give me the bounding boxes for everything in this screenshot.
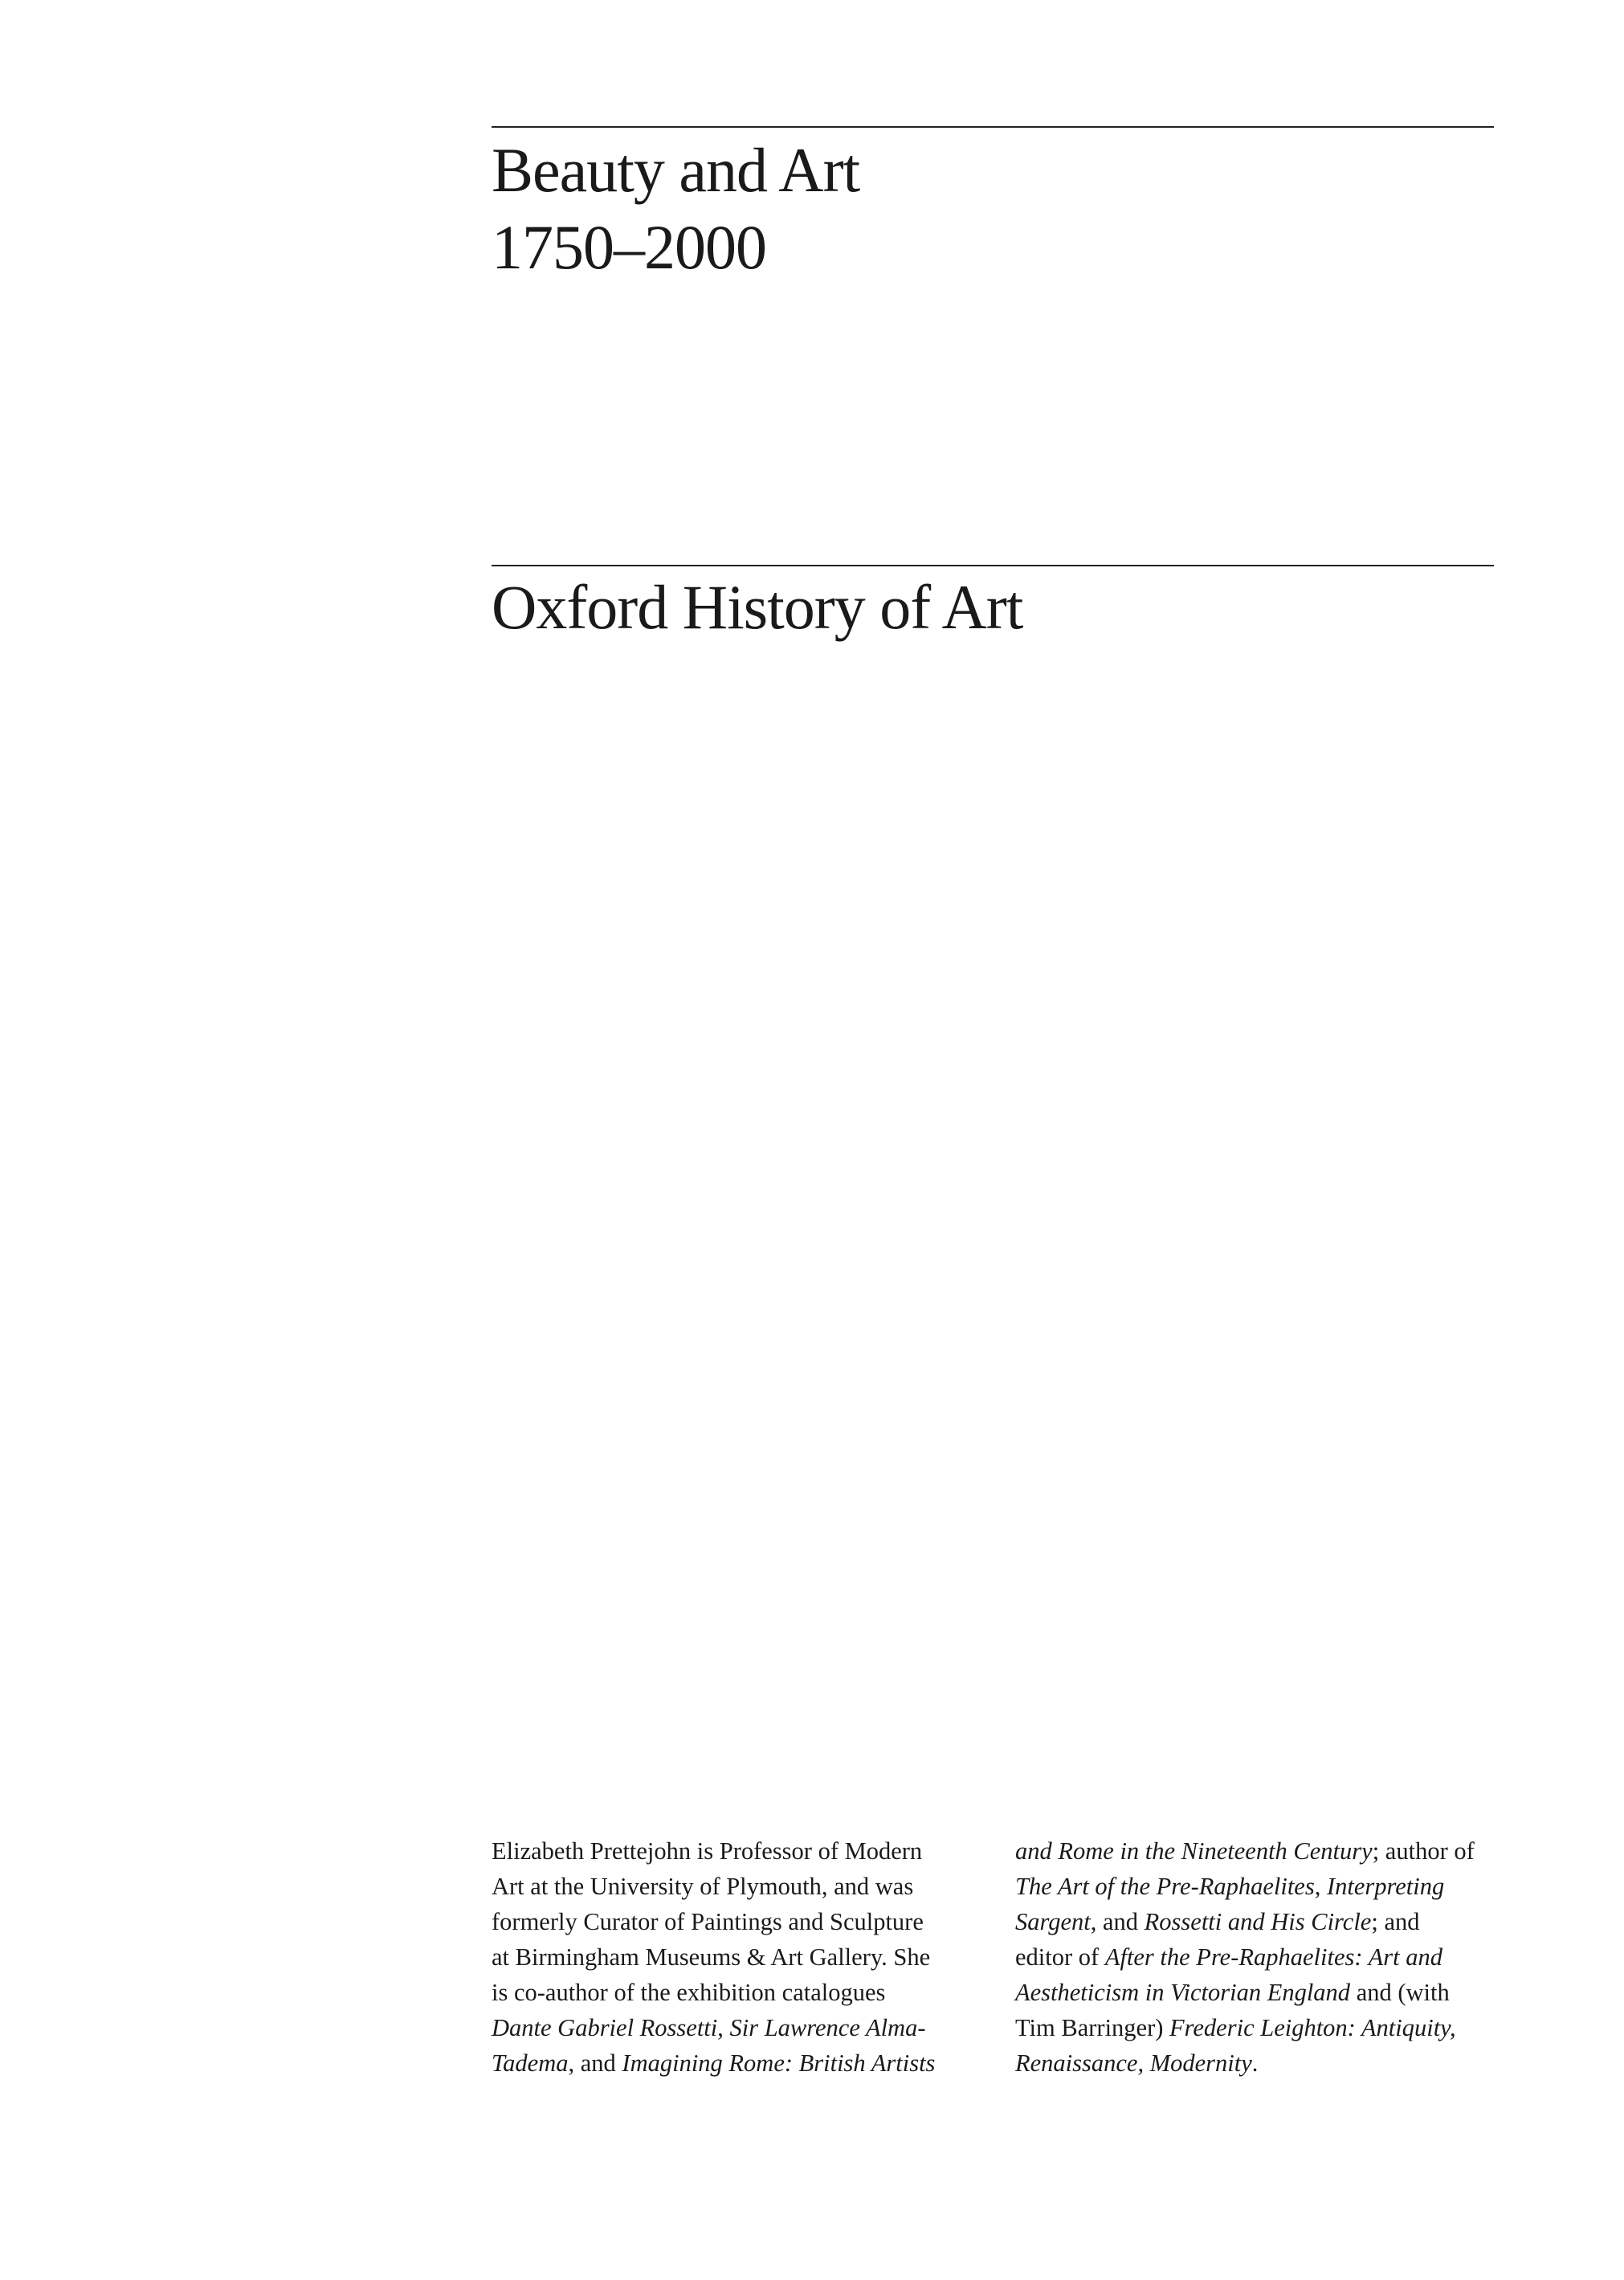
- bio-text: ; author of: [1372, 1837, 1475, 1865]
- bio-title-italic: Rossetti and His Circle: [1144, 1908, 1372, 1935]
- bio-line: [1015, 1975, 1497, 2010]
- series-rule: [492, 565, 1494, 566]
- bio-title-italic: Sir Lawrence Alma-: [729, 2014, 926, 2041]
- bio-text: .: [1251, 2049, 1259, 2077]
- bio-line: [492, 1833, 973, 1869]
- bio-title-italic: After the Pre-Raphaelites: Art and: [1104, 1943, 1442, 1971]
- bio-text: ,: [717, 2014, 730, 2041]
- bio-line: [1015, 2045, 1497, 2081]
- book-title-main: Beauty and Art: [492, 135, 860, 205]
- bio-text: formerly Curator of Paintings and Sculpture: [492, 1908, 924, 1935]
- bio-line: [1015, 1833, 1497, 1869]
- bio-text: Elizabeth Prettejohn is Professor of Modern: [492, 1837, 923, 1865]
- bio-title-italic: Interpreting: [1326, 1873, 1445, 1900]
- bio-line: [492, 2045, 973, 2081]
- bio-text: , and: [568, 2049, 622, 2077]
- bio-title-italic: Tadema: [492, 2049, 569, 2077]
- bio-line: [492, 1939, 973, 1975]
- book-title-dates: 1750–2000: [492, 212, 766, 282]
- bio-title-italic: The Art of the Pre-Raphaelites: [1015, 1873, 1315, 1900]
- bio-text: ; and: [1371, 1908, 1420, 1935]
- bio-line: [492, 1869, 973, 1904]
- bio-text: and (with: [1350, 1979, 1450, 2006]
- bio-title-italic: Renaissance, Modernity: [1015, 2049, 1252, 2077]
- bio-title-italic: Imagining Rome: British Artists: [622, 2049, 936, 2077]
- bio-text: at Birmingham Museums & Art Gallery. She: [492, 1943, 931, 1971]
- series-title: Oxford History of Art: [492, 572, 1023, 642]
- bio-title-italic: and Rome in the Nineteenth Century: [1015, 1837, 1373, 1865]
- bio-line: [1015, 1904, 1497, 1939]
- bio-line: [492, 1904, 973, 1939]
- bio-text: , and: [1090, 1908, 1145, 1935]
- bio-text: ,: [1314, 1873, 1327, 1900]
- bio-line: [1015, 1869, 1497, 1904]
- bio-text: editor of: [1015, 1943, 1105, 1971]
- bio-title-italic: Dante Gabriel Rossetti: [492, 2014, 718, 2041]
- bio-title-italic: Frederic Leighton: Antiquity,: [1169, 2014, 1456, 2041]
- bio-line: [492, 2010, 973, 2045]
- author-bio-column-1: [492, 1833, 973, 2081]
- book-title: [492, 132, 859, 286]
- title-rule: [492, 126, 1494, 128]
- bio-line: [1015, 2010, 1497, 2045]
- bio-line: [492, 1975, 973, 2010]
- bio-line: [1015, 1939, 1497, 1975]
- author-bio-column-2: [1015, 1833, 1497, 2081]
- bio-text: is co-author of the exhibition catalogues: [492, 1979, 886, 2006]
- bio-text: Tim Barringer): [1015, 2014, 1170, 2041]
- bio-title-italic: Aestheticism in Victorian England: [1015, 1979, 1351, 2006]
- bio-title-italic: Sargent: [1015, 1908, 1091, 1935]
- bio-text: Art at the University of Plymouth, and was: [492, 1873, 914, 1900]
